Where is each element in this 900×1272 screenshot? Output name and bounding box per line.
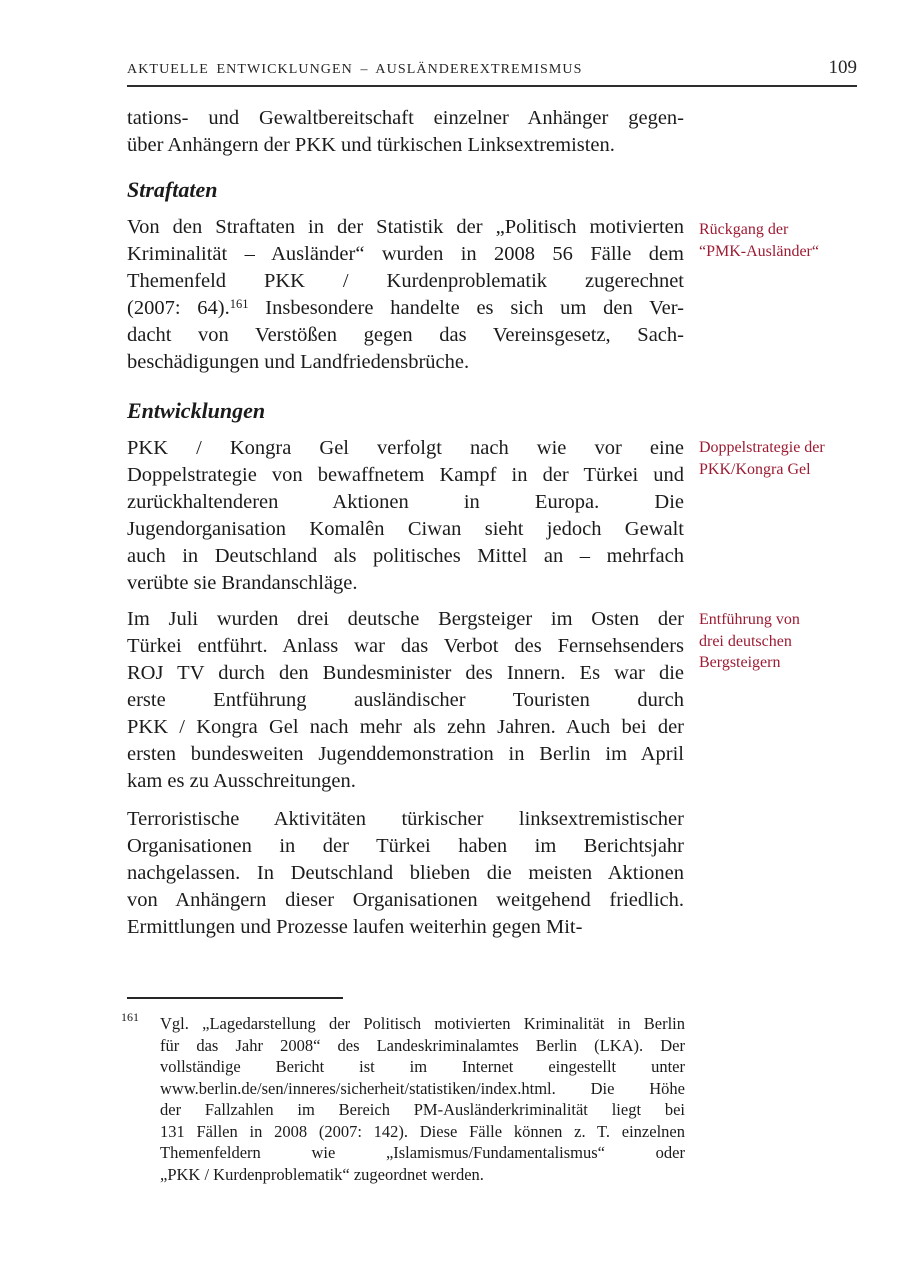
margin-note-doppelstrategie xyxy=(699,437,869,480)
body-line: auch in Deutschland als politisches Mittel an – mehrfach xyxy=(127,545,684,567)
footnote-line: Vgl. „Lagedarstellung der Politisch motivierten Kriminalität in Berlin xyxy=(160,1014,685,1033)
entwicklungen-paragraph-2 xyxy=(127,606,684,795)
entwicklungen-paragraph-3 xyxy=(127,806,684,941)
body-line: erste Entführung ausländischer Touristen durch xyxy=(127,689,684,711)
page-number: 109 xyxy=(828,57,857,78)
body-line: Doppelstrategie von bewaffnetem Kampf in der Türkei und xyxy=(127,464,684,486)
body-line: nachgelassen. In Deutschland blieben die meisten Aktionen xyxy=(127,862,684,884)
body-line: tations- und Gewaltbereitschaft einzelner Anhänger gegen- xyxy=(127,107,684,129)
margin-note-entfuhrung xyxy=(699,609,869,674)
body-line: PKK / Kongra Gel nach mehr als zehn Jahren. Auch bei der xyxy=(127,716,684,738)
body-column xyxy=(127,105,684,941)
body-line: von Anhängern dieser Organisationen weitgehend friedlich. xyxy=(127,889,684,911)
body-line: kam es zu Ausschreitungen. xyxy=(127,770,356,792)
margin-note-line: Bergsteigern xyxy=(699,654,781,671)
footnote-line: vollständige Bericht ist im Internet eingestellt unter xyxy=(160,1057,685,1076)
body-line-with-footnote-ref xyxy=(127,295,684,322)
footnote-text xyxy=(160,1013,685,1185)
margin-note-line: PKK/Kongra Gel xyxy=(699,460,811,478)
footnote-line: für das Jahr 2008“ des Landeskriminalamtes Berlin (LKA). Der xyxy=(160,1035,685,1055)
footnote-line: 131 Fällen in 2008 (2007: 142). Diese Fälle können z. T. einzelnen xyxy=(160,1121,685,1141)
margin-note-line: Entführung von xyxy=(699,611,800,628)
body-line: über Anhängern der PKK und türkischen Linksextremisten. xyxy=(127,134,615,156)
straftaten-paragraph xyxy=(127,214,684,376)
intro-paragraph xyxy=(127,105,684,159)
body-line: zurückhaltenderen Aktionen in Europa. Die xyxy=(127,491,684,513)
running-header xyxy=(127,57,857,87)
entwicklungen-paragraph-1 xyxy=(127,435,684,597)
body-line: dacht von Verstößen gegen das Vereinsgesetz, Sach- xyxy=(127,324,684,346)
footnote-ref-pre: (2007: 64). xyxy=(127,297,230,319)
footnote-ref-post: Insbesondere handelte es sich um den Ver- xyxy=(248,297,684,319)
body-line: Jugendorganisation Komalên Ciwan sieht jedoch Gewalt xyxy=(127,518,684,540)
margin-note-pmk-ruckgang xyxy=(699,219,869,262)
body-line: ROJ TV durch den Bundesminister des Innern. Es war die xyxy=(127,662,684,684)
margin-note-line: Rückgang der xyxy=(699,221,789,238)
running-header-title: AKTUELLE ENTWICKLUNGEN – AUSLÄNDEREXTREMISMUS xyxy=(127,62,583,77)
body-line: verübte sie Brandanschläge. xyxy=(127,572,358,594)
section-heading-straftaten: Straftaten xyxy=(127,177,218,202)
section-heading-entwicklungen: Entwicklungen xyxy=(127,398,266,423)
footnote-marker: 161 xyxy=(121,1010,139,1024)
footnote-separator xyxy=(127,997,343,999)
body-line: Im Juli wurden drei deutsche Bergsteiger im Osten der xyxy=(127,608,684,630)
body-line: Terroristische Aktivitäten türkischer linksextremistischer xyxy=(127,808,684,830)
footnote-area xyxy=(121,997,685,1185)
body-line: Kriminalität – Ausländer“ wurden in 2008 56 Fälle dem xyxy=(127,243,684,265)
body-line: Von den Straftaten in der Statistik der „Politisch motivierten xyxy=(127,216,684,238)
body-line: Ermittlungen und Prozesse laufen weiterhin gegen Mit- xyxy=(127,916,583,938)
footnote-line: Themenfeldern wie „Islamismus/Fundamentalismus“ oder xyxy=(160,1143,685,1162)
body-line: beschädigungen und Landfriedensbrüche. xyxy=(127,351,470,373)
margin-note-line: “PMK-Ausländer“ xyxy=(699,242,819,260)
footnote-line: „PKK / Kurdenproblematik“ zugeordnet werden. xyxy=(160,1164,484,1184)
body-line: Organisationen in der Türkei haben im Berichtsjahr xyxy=(127,835,684,857)
body-line: Themenfeld PKK / Kurdenproblematik zugerechnet xyxy=(127,270,684,292)
footnote-line: www.berlin.de/sen/inneres/sicherheit/statistiken/index.html. Die Höhe xyxy=(160,1078,685,1098)
body-line: ersten bundesweiten Jugenddemonstration in Berlin im April xyxy=(127,743,684,765)
footnote-ref-number: 161 xyxy=(229,297,249,311)
footnote-line: der Fallzahlen im Bereich PM-Ausländerkriminalität liegt bei xyxy=(160,1100,685,1119)
body-line: Türkei entführt. Anlass war das Verbot des Fernsehsenders xyxy=(127,635,684,657)
margin-note-line: Doppelstrategie der xyxy=(699,439,825,456)
body-line: PKK / Kongra Gel verfolgt nach wie vor eine xyxy=(127,437,684,459)
margin-note-line: drei deutschen xyxy=(699,632,792,650)
